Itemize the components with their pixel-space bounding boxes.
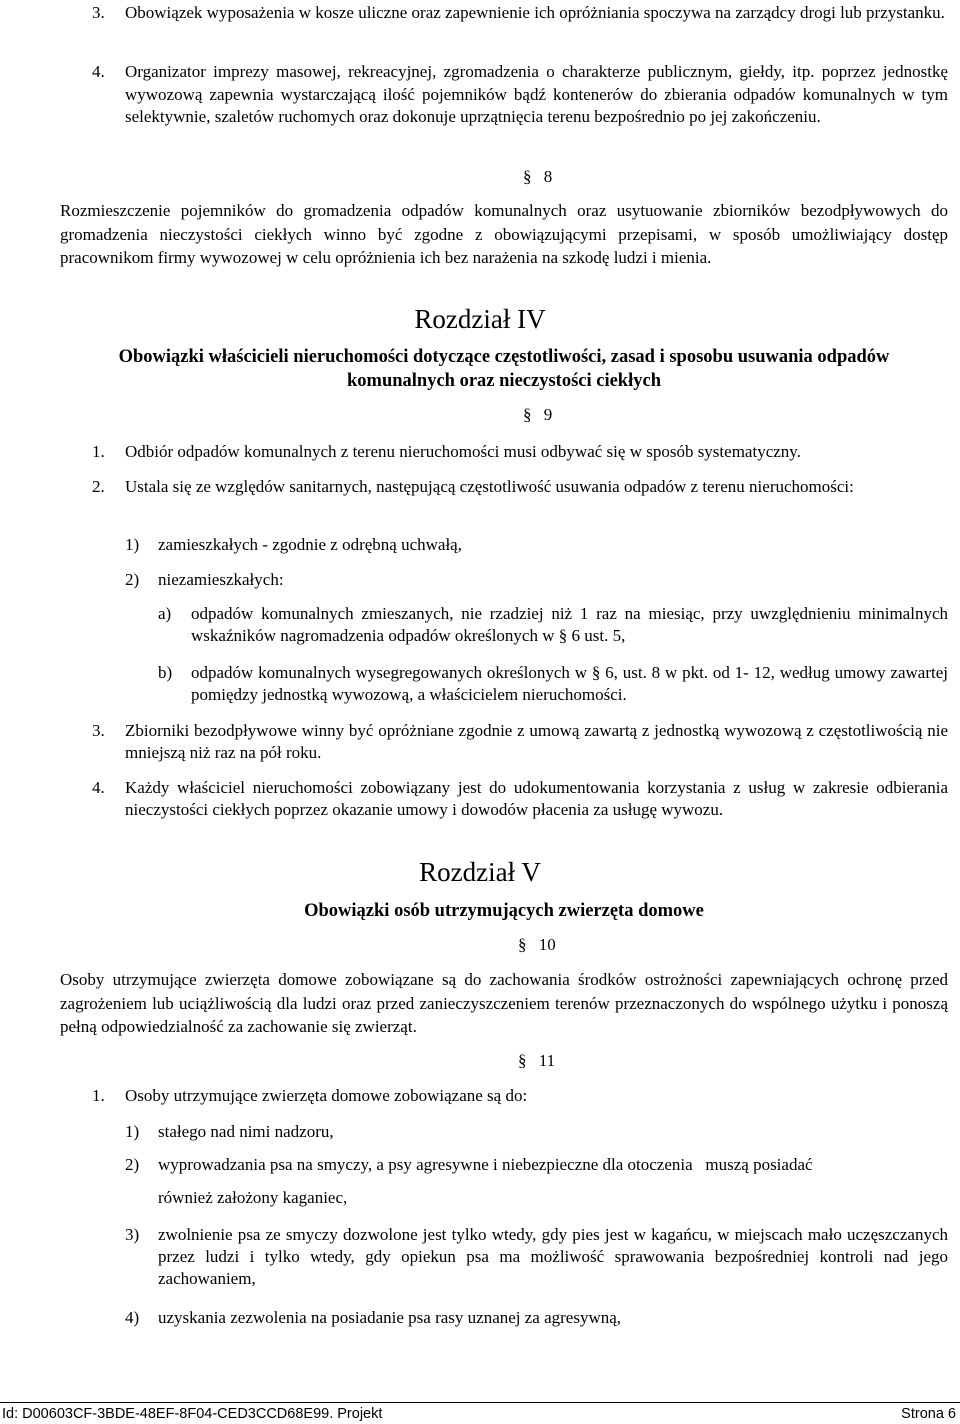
list-number: 3) (125, 1225, 140, 1244)
list-text: Ustala się ze względów sanitarnych, następującą częstotliwość usuwania odpadów z terenu nieruchomości: (125, 477, 854, 496)
list-number: 1) (125, 535, 140, 554)
list-number: 3. (92, 721, 105, 740)
list-text: niezamieszkałych: (158, 570, 284, 589)
paragraph-number: 11 (538, 1051, 556, 1070)
chapter-title: Rozdział V (419, 857, 541, 887)
list-number: 4. (92, 62, 105, 81)
list-text: Każdy właściciel nieruchomości zobowiązany jest do udokumentowania korzystania z usług w zakresie odbierania nieczystości ciekłych poprzez okazanie umowy i dowodów płacenia za usługę wywozu. (125, 778, 948, 819)
footer-divider (0, 1402, 960, 1403)
list-number: 3. (92, 3, 105, 22)
paragraph-heading-11 (518, 1050, 555, 1072)
list-text: stałego nad nimi nadzoru, (158, 1122, 334, 1141)
page-number: Strona 6 (901, 1406, 956, 1422)
paragraph-heading-10 (518, 934, 556, 956)
list-number: 1) (125, 1122, 140, 1141)
list-number: 4) (125, 1308, 140, 1327)
list-text: zamieszkałych - zgodnie z odrębną uchwałą, (158, 535, 462, 554)
section-symbol: § (518, 1051, 527, 1070)
paragraph-number: 9 (543, 405, 553, 424)
list-text: Organizator imprezy masowej, rekreacyjnej, zgromadzenia o charakterze publicznym, giełdy, itp. poprzez jednostkę wywozową zapewnia wystarczającą ilość pojemników bądź kontenerów do zbierania odpadów komunalnych w tym selektywnie, szaletów ruchomych oraz dokonuje uprzątnięcia terenu bezpośrednio po jej zakończeniu. (125, 62, 948, 126)
list-number: 1. (92, 1086, 105, 1105)
paragraph-10-text: Osoby utrzymujące zwierzęta domowe zobowiązane są do zachowania środków ostrożności zapewniających ochronę przed zagrożeniem lub uciążliwością dla ludzi oraz przed zanieczyszczeniem terenów przeznaczonych do wspólnego użytku i ponoszą pełną odpowiedzialność za zachowanie się zwierząt. (60, 970, 948, 1036)
list-text: zwolnienie psa ze smyczy dozwolone jest tylko wtedy, gdy pies jest w kagańcu, w miejscach mało uczęszczanych przez ludzi i tylko wtedy, gdy opiekun psa ma możliwość sprawowania bezpośredniej kontroli nad jego zachowaniem, (158, 1225, 948, 1288)
list-text: wyprowadzania psa na smyczy, a psy agresywne i niebezpieczne dla otoczenia muszą posiadać (158, 1155, 813, 1174)
list-number: 2) (125, 570, 140, 589)
list-text: Odbiór odpadów komunalnych z terenu nieruchomości musi odbywać się w sposób systematyczny. (125, 442, 801, 461)
paragraph-heading-9 (523, 404, 552, 426)
document-id: Id: D00603CF-3BDE-48EF-8F04-CED3CCD68E99. Projekt (2, 1406, 383, 1422)
paragraph-number: 10 (538, 935, 556, 954)
section-symbol: § (523, 167, 532, 186)
list-text: również założony kaganiec, (158, 1188, 348, 1207)
list-number: b) (158, 663, 173, 682)
list-number: 4. (92, 778, 105, 797)
chapter-subtitle: Obowiązki właścicieli nieruchomości dotyczące częstotliwości, zasad i sposobu usuwania odpadów komunalnych oraz nieczystości ciekłych (118, 347, 890, 391)
list-number: 2. (92, 477, 105, 496)
paragraph-number: 8 (543, 167, 553, 186)
list-text: odpadów komunalnych wysegregowanych określonych w § 6, ust. 8 w pkt. od 1- 12, według umowy zawartej pomiędzy jednostką wywozową, a właścicielem nieruchomości. (191, 663, 948, 704)
paragraph-heading-8 (523, 166, 552, 188)
chapter-title: Rozdział IV (414, 304, 546, 334)
list-text: Obowiązek wyposażenia w kosze uliczne oraz zapewnienie ich opróżniania spoczywa na zarządcy drogi lub przystanku. (125, 3, 945, 22)
paragraph-8-text: Rozmieszczenie pojemników do gromadzenia odpadów komunalnych oraz usytuowanie zbiorników bezodpływowych do gromadzenia nieczystości ciekłych winno być zgodne z obowiązującymi przepisami, w sposób umożliwiający dostęp pracownikom firmy wywozowej w celu opróżnienia ich bez narażenia na szkodę ludzi i mienia. (60, 201, 948, 267)
list-text: Osoby utrzymujące zwierzęta domowe zobowiązane są do: (125, 1086, 528, 1105)
list-text: odpadów komunalnych zmieszanych, nie rzadziej niż 1 raz na miesiąc, przy uwzględnieniu minimalnych wskaźników nagromadzenia odpadów określonych w § 6 ust. 5, (191, 604, 948, 645)
list-number: a) (158, 604, 172, 623)
list-number: 2) (125, 1155, 140, 1174)
section-symbol: § (518, 935, 527, 954)
list-text: uzyskania zezwolenia na posiadanie psa rasy uznanej za agresywną, (158, 1308, 622, 1327)
section-symbol: § (523, 405, 532, 424)
list-number: 1. (92, 442, 105, 461)
chapter-subtitle: Obowiązki osób utrzymujących zwierzęta domowe (304, 901, 704, 921)
list-text: Zbiorniki bezodpływowe winny być opróżniane zgodnie z umową zawartą z jednostką wywozową z częstotliwością nie mniejszą niż raz na pół roku. (125, 721, 948, 762)
